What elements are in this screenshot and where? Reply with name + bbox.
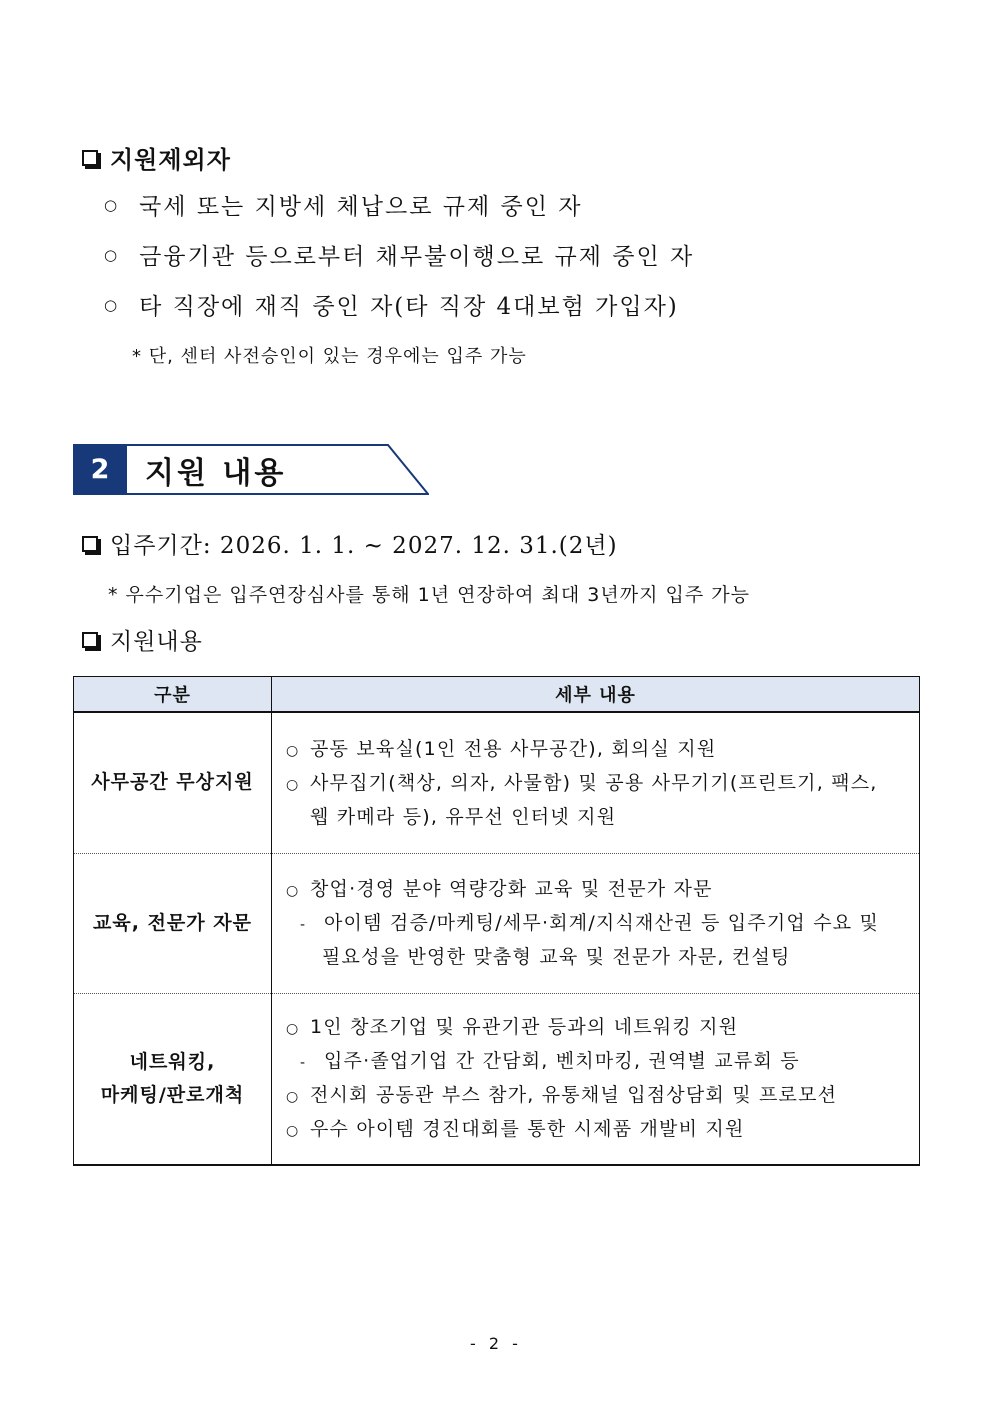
exclusion-item [104,238,694,271]
detail-line: 웹 카메라 등), 유무선 인터넷 지원 [310,805,617,828]
period-note: * 우수기업은 입주연장심사를 통해 1년 연장하여 최대 3년까지 입주 가능 [108,584,750,606]
row-category: 사무공간 무상지원 [74,712,272,853]
table-row [74,712,920,853]
detail-line: ○ 창업·경영 분야 역량강화 교육 및 전문가 자문 [286,878,713,900]
period-text: 입주기간: 2026. 1. 1. ~ 2027. 12. 31.(2년) [110,533,618,559]
row-category: 네트워킹, 마케팅/판로개척 [74,993,272,1165]
detail-line: ○ 1인 창조기업 및 유관기관 등과의 네트워킹 지원 [286,1015,739,1038]
exclusion-item [104,188,582,221]
period-heading [82,527,618,560]
section-title: 지원 내용 [145,455,287,491]
detail-line: ○ 사무집기(책상, 의자, 사물함) 및 공용 사무기기(프린트기, 팩스, [286,771,878,794]
support-table [73,676,920,1166]
circle-bullet-icon: ○ [104,195,120,214]
header-category: 구분 [74,677,272,713]
exclusion-heading [82,140,231,175]
exclusion-item-text: 타 직장에 재직 중인 자(타 직장 4대보험 가입자) [139,294,679,320]
checkbox-icon [82,150,98,166]
row-detail [272,993,920,1165]
circle-bullet-icon: ○ [104,245,120,264]
row-detail [272,712,920,853]
support-heading-label: 지원내용 [110,629,203,655]
exclusion-item [104,288,679,321]
table-header-row [74,677,920,713]
page-number: - 2 - [470,1334,522,1353]
detail-line: ○ 공동 보육실(1인 전용 사무공간), 회의실 지원 [286,737,717,760]
section-banner [73,444,429,495]
circle-bullet-icon: ○ [104,295,120,314]
exclusion-heading-label: 지원제외자 [110,145,231,174]
exclusion-item-text: 금융기관 등으로부터 채무불이행으로 규제 중인 자 [139,244,695,270]
header-detail: 세부 내용 [272,677,920,713]
checkbox-icon [82,632,98,648]
checkbox-icon [82,536,98,552]
exclusion-note: * 단, 센터 사전승인이 있는 경우에는 입주 가능 [132,346,527,367]
support-heading [82,623,203,656]
table-row [74,993,920,1165]
detail-line: - 입주·졸업기업 간 간담회, 벤치마킹, 권역별 교류회 등 [300,1049,800,1072]
section-number: 2 [90,454,110,485]
detail-line: 필요성을 반영한 맞춤형 교육 및 전문가 자문, 컨설팅 [322,946,791,968]
table-row [74,853,920,993]
row-detail [272,853,920,993]
row-category: 교육, 전문가 자문 [74,853,272,993]
exclusion-item-text: 국세 또는 지방세 체납으로 규제 중인 자 [139,194,583,220]
detail-line: - 아이템 검증/마케팅/세무·회계/지식재산권 등 입주기업 수요 및 [300,912,880,934]
detail-line: ○ 우수 아이템 경진대회를 통한 시제품 개발비 지원 [286,1117,745,1140]
detail-line: ○ 전시회 공동관 부스 참가, 유통채널 입점상담회 및 프로모션 [286,1083,838,1106]
